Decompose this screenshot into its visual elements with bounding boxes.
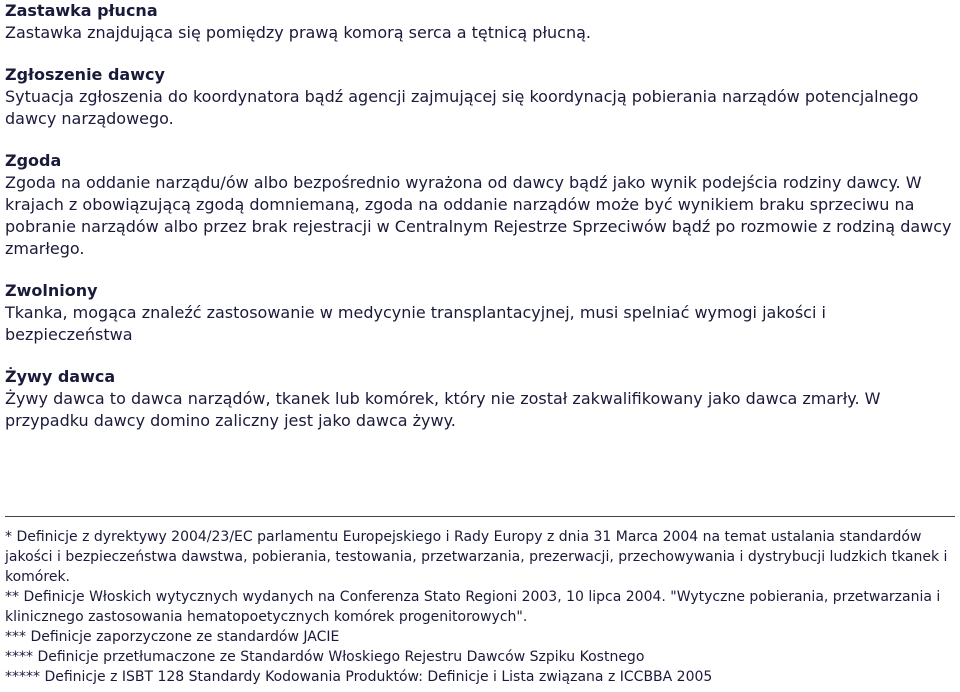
footnotes-section (5, 516, 955, 687)
entry-term: Zastawka płucna (5, 1, 158, 20)
entry-term: Zgłoszenie dawcy (5, 65, 165, 84)
entry-term: Zwolniony (5, 281, 98, 300)
glossary-entry (5, 280, 955, 346)
footnote: ***** Definicje z ISBT 128 Standardy Kodowania Produktów: Definicje i Lista związana z ICCBBA 2005 (5, 669, 713, 685)
entry-term: Żywy dawca (5, 367, 116, 386)
entry-definition: Zgoda na oddanie narządu/ów albo bezpośrednio wyrażona od dawcy bądź jako wynik podejścia rodziny dawcy. W krajach z obowiązującą zgodą domniemaną, zgoda na oddanie narządów może być wynikiem braku sprzeciwu na pobranie narządów albo przez brak rejestracji w Centralnym Rejestrze Sprzeciwów bądź po rozmowie z rodziną dawcy zmarłego. (5, 173, 952, 258)
footnote: ** Definicje Włoskich wytycznych wydanych na Conferenza Stato Regioni 2003, 10 lipca 2004. "Wytyczne pobierania, przetwarzania i klinicznego zastosowania hematopoetycznych komórek progenitorowych". (5, 589, 941, 625)
glossary-entry (5, 64, 955, 130)
glossary (5, 0, 955, 452)
glossary-entry (5, 366, 955, 432)
entry-definition: Zastawka znajdująca się pomiędzy prawą komorą serca a tętnicą płucną. (5, 23, 591, 42)
entry-term: Zgoda (5, 151, 62, 170)
entry-definition: Żywy dawca to dawca narządów, tkanek lub komórek, który nie został zakwalifikowany jako dawca zmarły. W przypadku dawcy domino zaliczny jest jako dawca żywy. (5, 389, 881, 430)
footnote: **** Definicje przetłumaczone ze Standardów Włoskiego Rejestru Dawców Szpiku Kostnego (5, 649, 645, 665)
entry-definition: Tkanka, mogąca znaleźć zastosowanie w medycynie transplantacyjnej, musi spelniać wymogi jakości i bezpieczeństwa (5, 303, 826, 344)
glossary-entry (5, 150, 955, 260)
footnote: *** Definicje zaporzyczone ze standardów JACIE (5, 629, 340, 645)
glossary-entry (5, 0, 955, 44)
footnote: * Definicje z dyrektywy 2004/23/EC parlamentu Europejskiego i Rady Europy z dnia 31 Marca 2004 na temat ustalania standardów jakości i bezpieczeństwa dawstwa, pobierania, testowania, przetwarzania, prezerwacji, przechowywania i dystrybucji ludzkich tkanek i komórek. (5, 529, 948, 585)
entry-definition: Sytuacja zgłoszenia do koordynatora bądź agencji zajmującej się koordynacją pobierania narządów potencjalnego dawcy narządowego. (5, 87, 919, 128)
